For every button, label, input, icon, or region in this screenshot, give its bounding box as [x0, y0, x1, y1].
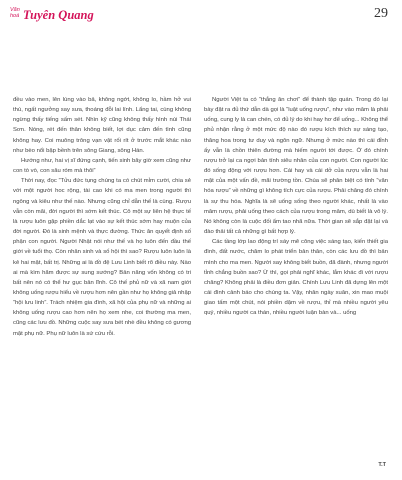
logo-subtitle: Văn hoá: [10, 7, 20, 19]
paragraph: Người Việt ta có “thắng ăn chơi” để thành tập quán. Trong đó lại bày đặt ra đủ thứ dẫn dà gọi là “luật uống rượu”, như vào mâm là phải uống, cung ly là can chén, có đủ lý do khi hay hơ để uống... Không thể phủ nhận rằng ở một mức độ nào đó rượu kích thích sự sáng tạo, thăng hoa trong tư duy và ngôn ngữ. Nhưng ở mức nào thì cái đỉnh ấy vẫn là chồn thiên đường mà hiếm người tới được. Ở đó chính rượu trở lại ca ngợi bản tính siêu nhân của con người. Con người lúc đó sống động với rượu hơn. Cái hay và cái dở của rượu vẫn là hai mặt của một vấn đề, mãi trường tồn. Chúa sẽ phân biệt có tính “văn hóa rượu” về những gì không tích cực của rượu. Phải chăng đó chính là sự thu hóa. Nghĩa là sẽ uống sống theo người khác, nhất là vào mâm rượu, phải uống theo cách của rượu trong mâm, dù biết là vô lý. Nó không còn là cuộc đối ẩm tao nhã nữa. Thời gian sẽ sắp đặt lại và đào thải tất cả những gì bất hợp lý.: [204, 97, 388, 236]
page-header: [0, 0, 402, 36]
logo-title: Tuyên Quang: [23, 8, 94, 22]
author-signature: T.T: [378, 462, 386, 468]
left-column: [13, 95, 191, 339]
page-number: 29: [374, 6, 388, 21]
paragraph: đều vào men, lên lúng vào bả, không ngớt, không lo, hầm hở vui thú, ngất ngưởng say sưa, thoáng đỗi lai lính. Lẩng tai, cùng không ngừng thấy tiếng sấm sét. Nhìn kỹ cũng không thấy hình núi Thái Sơn. Nóng, rét đến thân không biết, lợi dục cảm đến tình cũng không hay. Coi muông trông vạn vật rối rít ở trước mắt khác nào như bèo nổi bập bềnh trên sông Giang, sông Hán.: [13, 97, 191, 154]
paragraph: Các tầng lớp lao động trí sáy mê công việc sáng tạo, kiến thiết gia đình, đất nước, chăm lo phát triển bản thân, còn các lưu đồ thì bản mình cho ma men. Người say không biết buồn, đã đành, nhưng người tỉnh chắng buồn sao? Ừ thì, gọi phải nghĩ khác, lắm khác đi với rượu chăng? Không phải là điều đơn giản. Chính Lưu Linh đã dựng lên một cái đình cảnh báo cho chúng ta. Vậy, nhân ngày xuân, xin mao muội giao tấm một chút, nói phiền dặm về rượu, thỉ mà nhiều người yêu quý, nhiều người ca thán, nhiều người luận bàn và... uống: [204, 239, 388, 317]
right-column: [204, 95, 388, 318]
paragraph: Hướng như, hai vị sĩ đứng cạnh, tiến sinh bây giờ xem cũng như con tò vò, con sâu róm mà thôi”: [13, 157, 191, 175]
paragraph: Thời nay, đọc “Tửu đức tụng chúng ta có chút mỉm cười, chia sẻ với một người hoc rộng, tài cao khi có ma men trong người thì ngông và kiêu như thế nào. Nhưng cũng chỉ dẫn thế là cùng. Rượu vẫn còn mãi, đời người thì sớm kết thúc. Cô một sự liên hệ thực tế là rượu luôn gặp phiền dắc lạt vào sự kết thúc sớm hay muộn của đời người. Đó là sinh mệnh và thực đường. Thức ăn quyết định số phận con người. Người Nhật nói như thế và họ luôn đến đầu thế giới về tuổi thọ. Còn nhân sinh và số hội thì sao? Rượu luôn luôn là kẻ hai mặt, bất trị. Những ai là đồ đệ Lưu Linh biết rõ điều này. Nào ai mà kìm hãm được sự sung sướng? Bản năng vốn không có tri bất nên nó có thể hư gục bản lĩnh. Cô thế phủ nữ và xã nam giới không uống rượu hiểu về rượu hơn nên gần như họ không giả nhập “hội lưu linh”. Trách nhiệm gia đình, xã hội của phụ nữ và những ai không uống rượu cao hơn nên họ xem nhe, coi thường ma men, cũng các lưu đồ. Những cuộc say sưa bét nhè đều không có gương mặt phụ nữ. Phụ nữ luôn là sứ cứu rỗi.: [13, 178, 192, 337]
